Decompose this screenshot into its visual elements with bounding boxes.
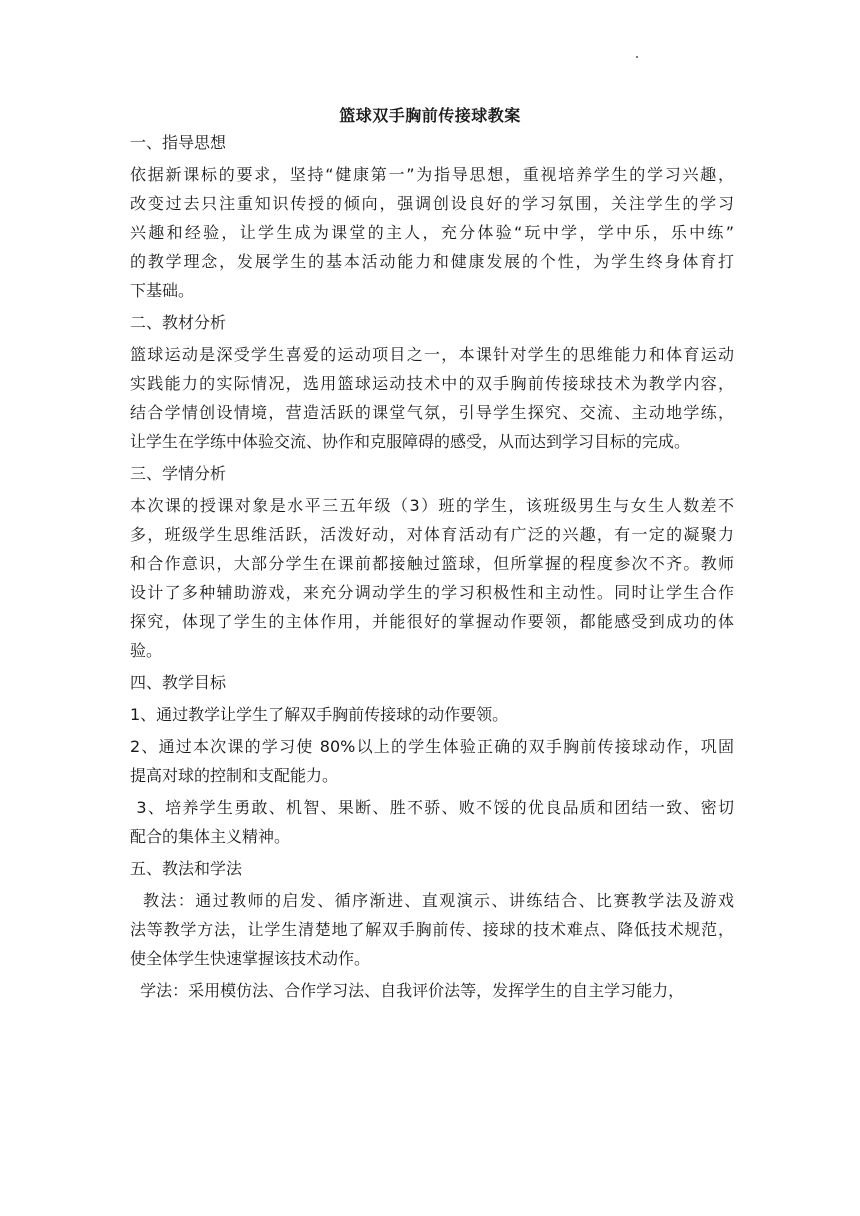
paragraph-line: 1、通过教学让学生了解双手胸前传接球的动作要领。 [130, 705, 509, 724]
paragraph-line: 多，班级学生思维活跃，活泼好动，对体育活动有广泛的兴趣，有一定的凝聚力 [130, 525, 734, 544]
paragraph-line: 3、培养学生勇敢、机智、果断、胜不骄、败不馁的优良品质和团结一致、密切 [130, 798, 734, 817]
paragraph [130, 160, 734, 305]
paragraph [130, 340, 734, 456]
section-heading: 四、教学目标 [130, 673, 227, 692]
paragraph-line: 教法：通过教师的启发、循序渐进、直观演示、讲练结合、比赛教学法及游戏 [130, 891, 734, 910]
paragraph-line: 验。 [130, 641, 163, 660]
paragraph-line: 改变过去只注重知识传授的倾向，强调创设良好的学习氛围，关注学生的学习 [130, 194, 734, 213]
paragraph-line: 下基础。 [130, 281, 195, 300]
document-body [130, 125, 734, 1005]
paragraph-line: 本次课的授课对象是水平三五年级（3）班的学生，该班级男生与女生人数差不 [130, 496, 734, 515]
paragraph-line: 实践能力的实际情况，选用篮球运动技术中的双手胸前传接球技术为教学内容， [130, 374, 734, 393]
paragraph-line: 提高对球的控制和支配能力。 [130, 766, 339, 785]
section-heading: 二、教材分析 [130, 313, 227, 332]
paragraph-line: 设计了多种辅助游戏，来充分调动学生的学习积极性和主动性。同时让学生合作 [130, 583, 734, 602]
section-heading: 三、学情分析 [130, 464, 227, 483]
paragraph-line: 法等教学方法，让学生清楚地了解双手胸前传、接球的技术难点、降低技术规范， [130, 920, 734, 939]
paragraph [130, 793, 734, 851]
document-title: 篮球双手胸前传接球教案 [339, 106, 521, 125]
paragraph [130, 732, 734, 790]
paragraph-line: 让学生在学练中体验交流、协作和克服障碍的感受，从而达到学习目标的完成。 [130, 432, 691, 451]
paragraph [130, 976, 734, 1005]
paragraph-line: 依据新课标的要求，坚持“健康第一”为指导思想，重视培养学生的学习兴趣， [130, 165, 734, 184]
page-mark [636, 56, 638, 58]
paragraph-line: 篮球运动是深受学生喜爱的运动项目之一，本课针对学生的思维能力和体育运动 [130, 345, 734, 364]
paragraph-line: 探究，体现了学生的主体作用，并能很好的掌握动作要领，都能感受到成功的体 [130, 612, 734, 631]
section-heading: 五、教法和学法 [130, 859, 243, 878]
paragraph-line: 的教学理念，发展学生的基本活动能力和健康发展的个性，为学生终身体育打 [130, 252, 734, 271]
paragraph-line: 结合学情创设情境，营造活跃的课堂气氛，引导学生探究、交流、主动地学练， [130, 403, 734, 422]
paragraph-line: 和合作意识，大部分学生在课前都接触过篮球，但所掌握的程度参次不齐。教师 [130, 554, 734, 573]
paragraph-line: 学法：采用模仿法、合作学习法、自我评价法等，发挥学生的自主学习能力， [130, 981, 685, 1000]
paragraph-line: 2、通过本次课的学习使 80%以上的学生体验正确的双手胸前传接球动作，巩固 [130, 737, 734, 756]
paragraph [130, 886, 734, 973]
section-heading: 一、指导思想 [130, 133, 227, 152]
paragraph-line: 使全体学生快速掌握该技术动作。 [130, 949, 371, 968]
paragraph-line: 兴趣和经验，让学生成为课堂的主人，充分体验“玩中学，学中乐，乐中练” [130, 223, 734, 242]
paragraph [130, 491, 734, 665]
paragraph [130, 700, 734, 729]
paragraph-line: 配合的集体主义精神。 [130, 827, 291, 846]
